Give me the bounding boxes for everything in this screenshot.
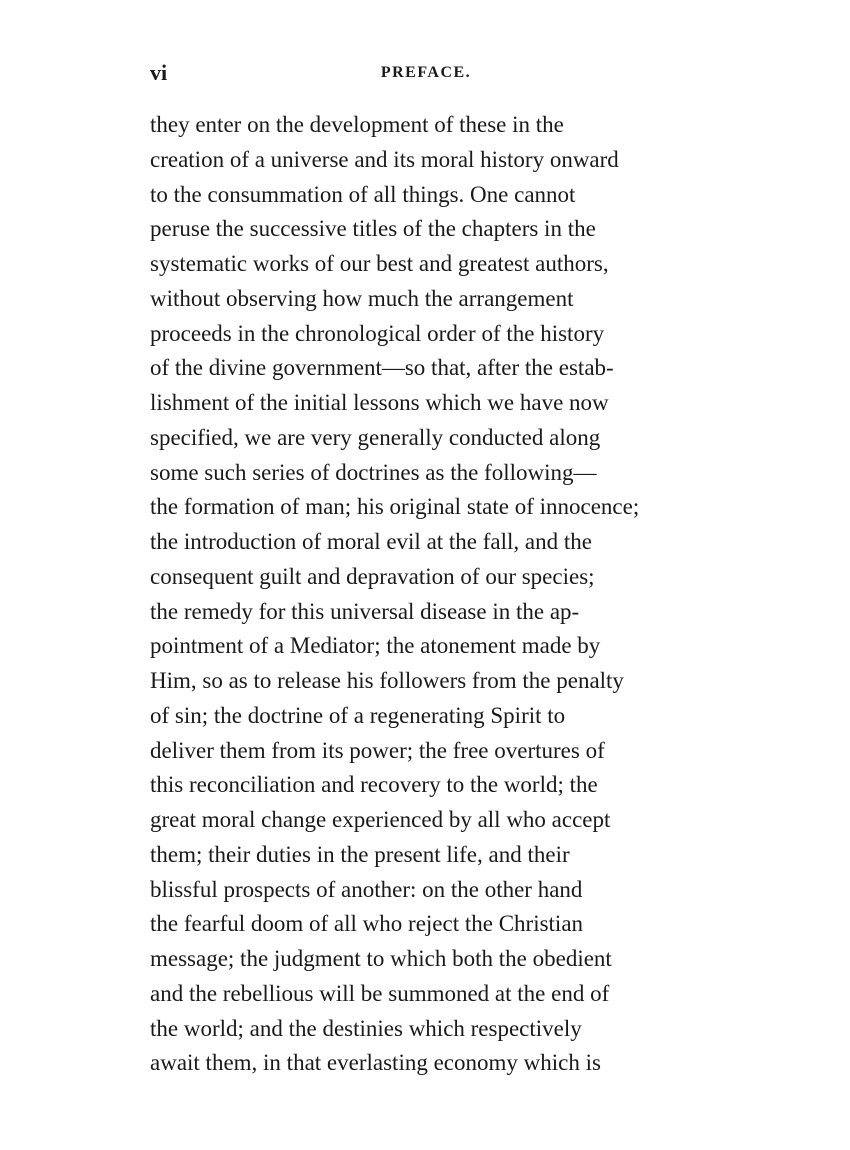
text-line: proceeds in the chronological order of the history: [150, 320, 605, 346]
running-head: PREFACE.: [380, 64, 472, 81]
text-line: this reconciliation and recovery to the world; the: [150, 772, 598, 798]
text-line: blissful prospects of another: on the other hand: [150, 876, 583, 902]
text-line: deliver them from its power; the free overtures of: [150, 737, 605, 763]
page-number: vi: [150, 60, 168, 85]
text-line: peruse the successive titles of the chapters in the: [150, 216, 596, 242]
text-line: to the consummation of all things. One cannot: [150, 181, 576, 207]
text-line: without observing how much the arrangement: [150, 285, 574, 311]
text-line: message; the judgment to which both the obedient: [150, 946, 612, 971]
body-text: [150, 108, 702, 1081]
text-line: some such series of doctrines as the following—: [150, 459, 597, 485]
text-line: of sin; the doctrine of a regenerating Spirit to: [150, 702, 566, 728]
text-line: await them, in that everlasting economy which is: [150, 1050, 601, 1076]
page-header: [150, 58, 702, 88]
text-line: and the rebellious will be summoned at the end of: [150, 980, 610, 1006]
text-line: the formation of man; his original state of innocence;: [150, 494, 640, 520]
text-line: the remedy for this universal disease in the ap-: [150, 598, 580, 624]
text-line: lishment of the initial lessons which we have now: [150, 390, 609, 415]
text-line: they enter on the development of these in the: [150, 112, 564, 137]
text-line: great moral change experienced by all who accept: [150, 807, 611, 832]
text-line: the introduction of moral evil at the fall, and the: [150, 529, 592, 554]
text-line: consequent guilt and depravation of our species;: [150, 563, 595, 589]
text-line: systematic works of our best and greatest authors,: [150, 251, 609, 276]
text-line: specified, we are very generally conducted along: [150, 424, 601, 450]
text-line: the world; and the destinies which respectively: [150, 1015, 582, 1041]
text-line: Him, so as to release his followers from the penalty: [150, 668, 624, 693]
text-line: pointment of a Mediator; the atonement made by: [150, 633, 601, 659]
text-line: the fearful doom of all who reject the Christian: [150, 911, 584, 937]
text-line: of the divine government—so that, after the estab-: [150, 355, 614, 381]
text-line: creation of a universe and its moral history onward: [150, 146, 619, 172]
text-line: them; their duties in the present life, and their: [150, 841, 570, 867]
